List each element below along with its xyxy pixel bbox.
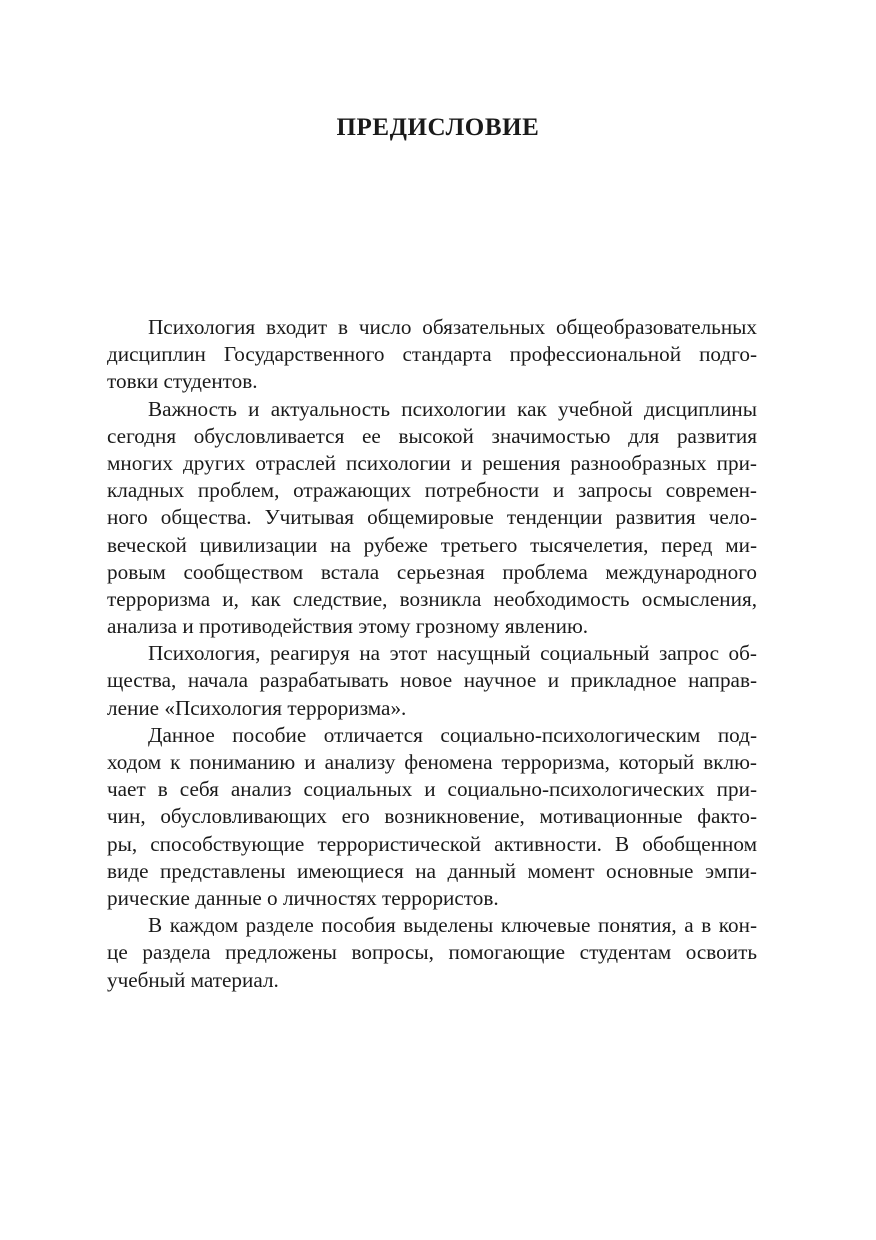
text-line: учебный материал. (107, 967, 279, 992)
page-title: ПРЕДИСЛОВИЕ (336, 114, 540, 141)
text-line: В каждом разделе пособия выделены ключевые понятия, а в кон- (148, 913, 757, 938)
text-line: чин, обусловливающих его возникновение, мотивационные факто- (107, 804, 757, 829)
text-line: чает в себя анализ социальных и социально-психологических при- (107, 777, 757, 802)
text-line: товки студентов. (107, 369, 258, 394)
text-line: Психология, реагируя на этот насущный социальный запрос об- (148, 641, 757, 666)
body-text (107, 314, 757, 994)
text-line: ходом к пониманию и анализу феномена терроризма, который вклю- (107, 750, 757, 774)
text-line: Данное пособие отличается социально-психологическим под- (148, 722, 757, 747)
text-line: анализа и противодействия этому грозному явлению. (107, 614, 589, 639)
text-line: ление «Психология терроризма». (107, 695, 407, 720)
text-line: терроризма и, как следствие, возникла необходимость осмысления, (107, 586, 757, 611)
paragraph (107, 314, 757, 396)
text-line: дисциплин Государственного стандарта профессиональной подго- (107, 342, 757, 367)
text-line: многих других отраслей психологии и решения разнообразных при- (107, 450, 757, 475)
text-line: кладных проблем, отражающих потребности и запросы современ- (107, 478, 757, 503)
text-line: це раздела предложены вопросы, помогающие студентам освоить (107, 940, 757, 965)
text-line: Психология входит в число обязательных общеобразовательных (148, 315, 757, 339)
paragraph (107, 396, 757, 641)
text-line: сегодня обусловливается ее высокой значимостью для развития (107, 423, 757, 448)
paragraph (107, 722, 757, 912)
paragraph (107, 640, 757, 722)
paragraph (107, 912, 757, 994)
text-line: виде представлены имеющиеся на данный момент основные эмпи- (107, 858, 757, 883)
text-line: Важность и актуальность психологии как учебной дисциплины (148, 396, 757, 421)
text-line: веческой цивилизации на рубеже третьего тысячелетия, перед ми- (107, 532, 757, 557)
text-line: ровым сообществом встала серьезная проблема международного (107, 559, 757, 584)
text-line: щества, начала разрабатывать новое научное и прикладное направ- (107, 668, 757, 693)
text-line: ного общества. Учитывая общемировые тенденции развития чело- (107, 505, 757, 530)
text-line: рические данные о личностях террористов. (107, 885, 499, 910)
text-line: ры, способствующие террористической активности. В обобщенном (107, 831, 757, 856)
